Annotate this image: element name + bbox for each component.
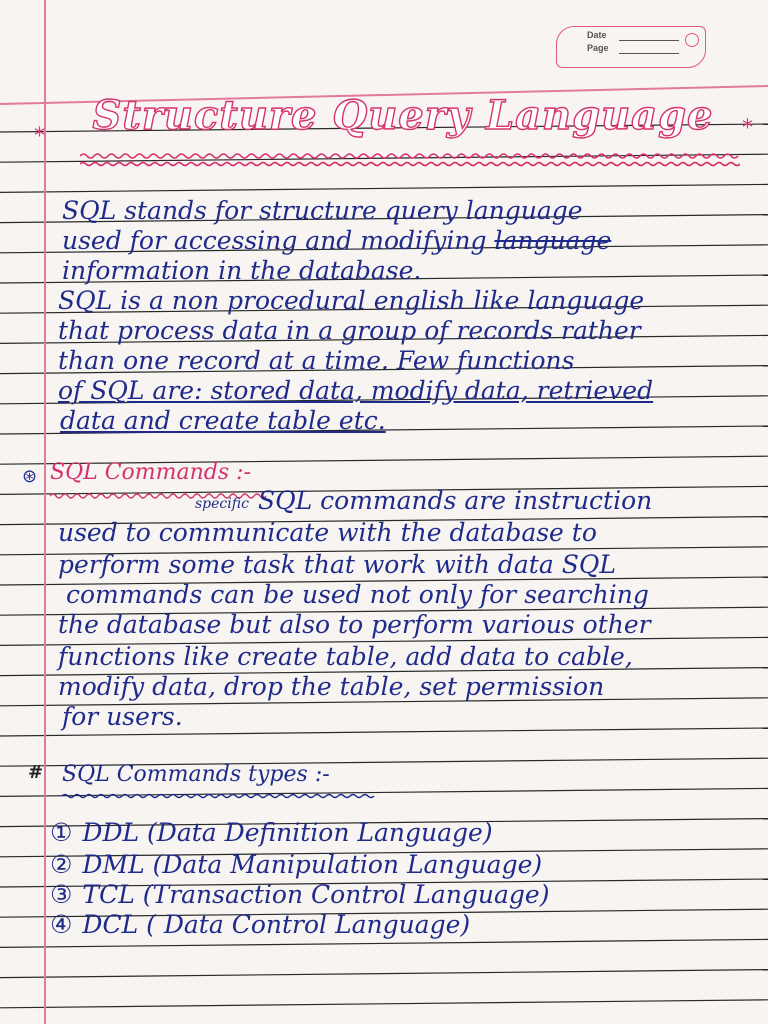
intro-line: that process data in a group of records rather [58, 316, 641, 345]
item-number-icon: ④ [50, 910, 73, 939]
body-line: for users. [62, 702, 183, 731]
asterisk-icon: * [34, 124, 45, 149]
title-underline [80, 148, 740, 172]
item-number-icon: ③ [50, 880, 73, 909]
stamp-circle-icon [685, 33, 699, 47]
body-line: modify data, drop the table, set permission [58, 672, 605, 701]
intro-line: data and create table etc. [60, 406, 386, 435]
date-page-stamp [556, 26, 706, 68]
intro-line: information in the database. [62, 256, 422, 285]
margin-line [44, 0, 46, 1024]
intro-line: than one record at a time. Few functions [58, 346, 575, 375]
intro-line: SQL stands for structure query language [62, 196, 583, 225]
body-line: used to communicate with the database to [58, 518, 597, 547]
body-line: commands can be used not only for searching [66, 580, 649, 609]
body-line: functions like create table, add data to cable, [58, 642, 633, 671]
struck-word: language [494, 226, 612, 255]
date-label: Date [587, 30, 607, 40]
body-line: SQL commands are instruction [258, 486, 653, 515]
intro-line: SQL is a non procedural english like language [58, 286, 645, 315]
page-label: Page [587, 43, 609, 53]
section-heading: SQL Commands types :- [62, 762, 330, 787]
command-type-item [50, 850, 542, 879]
item-number-icon: ② [50, 850, 73, 879]
page-title: Structure Query Language [92, 92, 714, 139]
insert-word: specific [195, 496, 249, 512]
star-bullet-icon: ⊛ [22, 466, 38, 487]
command-type-item [50, 910, 470, 939]
hash-icon: # [28, 762, 44, 783]
item-label: DCL ( Data Control Language) [82, 910, 471, 939]
item-label: DDL (Data Definition Language) [82, 818, 493, 847]
body-line: perform some task that work with data SQL [58, 550, 616, 579]
intro-line: of SQL are: stored data, modify data, retrieved [58, 376, 654, 405]
command-type-item [50, 880, 549, 909]
item-label: TCL (Transaction Control Language) [82, 880, 550, 909]
section-heading: SQL Commands :- [50, 460, 252, 485]
intro-line: used for accessing and modifying language [62, 226, 612, 255]
body-line: the database but also to perform various other [58, 610, 651, 639]
item-label: DML (Data Manipulation Language) [82, 850, 543, 879]
command-type-item [50, 818, 493, 847]
heading-underline [62, 788, 382, 804]
asterisk-icon: * [742, 116, 753, 141]
item-number-icon: ① [50, 818, 73, 847]
